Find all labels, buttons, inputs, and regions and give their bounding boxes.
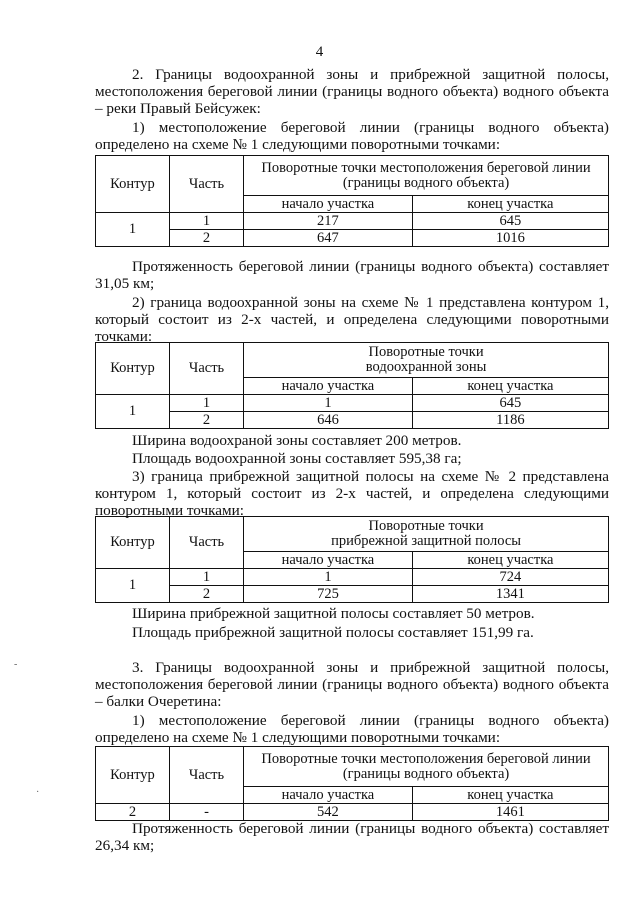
section-2-paragraph-5: Площадь водоохранной зоны составляет 595,38 га; <box>132 450 462 467</box>
cell-end: 645 <box>412 213 608 230</box>
table-row <box>96 412 609 429</box>
col-header-points: Поворотные точки прибрежной защитной полосы <box>244 517 609 552</box>
col-header-contour: Контур <box>96 517 170 569</box>
col-header-end: конец участка <box>412 378 608 395</box>
section-2-paragraph-2: Протяженность береговой линии (границы водного объекта) составляет 31,05 км; <box>95 258 609 292</box>
table-row <box>96 569 609 586</box>
cell-start: 217 <box>244 213 413 230</box>
cell-end: 1016 <box>412 230 608 247</box>
table-coastal-protection-strip <box>95 516 609 603</box>
cell-start: 646 <box>244 412 413 429</box>
section-2-paragraph-6: 3) граница прибрежной защитной полосы на схеме № 2 представлена контуром 1, который состоит из 2-х частей, и определена следующими поворотными точками: <box>95 468 609 519</box>
col-header-contour: Контур <box>96 747 170 804</box>
section-3-heading: 3. Границы водоохранной зоны и прибрежной защитной полосы, местоположения береговой линии (границы водного объекта) водного объекта – балки Очеретина: <box>95 659 609 710</box>
cell-end: 1341 <box>412 586 608 603</box>
section-2-paragraph-7: Ширина прибрежной защитной полосы составляет 50 метров. <box>132 605 535 622</box>
col-header-points: Поворотные точки местоположения береговой линии (границы водного объекта) <box>244 156 609 196</box>
table-row <box>96 230 609 247</box>
col-header-contour: Контур <box>96 156 170 213</box>
cell-start: 1 <box>244 395 413 412</box>
col-header-points: Поворотные точки местоположения береговой линии (границы водного объекта) <box>244 747 609 787</box>
col-header-points: Поворотные точки водоохранной зоны <box>244 343 609 378</box>
scan-mark: - <box>14 659 18 670</box>
table-shoreline-1 <box>95 155 609 247</box>
table-row <box>96 395 609 412</box>
col-header-part: Часть <box>169 156 243 213</box>
col-header-start: начало участка <box>244 787 413 804</box>
col-header-start: начало участка <box>244 552 413 569</box>
section-2-paragraph-4: Ширина водоохраной зоны составляет 200 метров. <box>132 432 462 449</box>
table-shoreline-2 <box>95 746 609 821</box>
cell-part: 2 <box>169 230 243 247</box>
cell-start: 647 <box>244 230 413 247</box>
page-number: 4 <box>315 44 324 60</box>
cell-end: 724 <box>412 569 608 586</box>
col-header-part: Часть <box>169 517 243 569</box>
cell-part: - <box>169 804 243 821</box>
table-water-protection-zone <box>95 342 609 429</box>
cell-start: 1 <box>244 569 413 586</box>
section-2-heading: 2. Границы водоохранной зоны и прибрежной защитной полосы, местоположения береговой линии (границы водного объекта) водного объекта – реки Правый Бейсужек: <box>95 66 609 117</box>
table-row <box>96 586 609 603</box>
cell-end: 1461 <box>412 804 608 821</box>
section-3-paragraph-2: Протяженность береговой линии (границы водного объекта) составляет 26,34 км; <box>95 820 609 854</box>
table-row <box>96 804 609 821</box>
cell-part: 2 <box>169 586 243 603</box>
cell-contour: 2 <box>96 804 170 821</box>
col-header-end: конец участка <box>412 552 608 569</box>
col-header-start: начало участка <box>244 196 413 213</box>
cell-part: 1 <box>169 395 243 412</box>
col-header-part: Часть <box>169 747 243 804</box>
col-header-end: конец участка <box>412 787 608 804</box>
section-2-paragraph-1: 1) местоположение береговой линии (границы водного объекта) определено на схеме № 1 следующими поворотными точками: <box>95 119 609 153</box>
table-row <box>96 213 609 230</box>
section-2-paragraph-8: Площадь прибрежной защитной полосы составляет 151,99 га. <box>132 624 534 641</box>
section-2-paragraph-3: 2) граница водоохранной зоны на схеме № 1 представлена контуром 1, который состоит из 2-х частей, и определена следующими поворотными точками: <box>95 294 609 345</box>
col-header-start: начало участка <box>244 378 413 395</box>
scan-mark: · <box>36 787 40 798</box>
cell-part: 1 <box>169 569 243 586</box>
cell-part: 1 <box>169 213 243 230</box>
cell-start: 542 <box>244 804 413 821</box>
col-header-part: Часть <box>169 343 243 395</box>
cell-end: 645 <box>412 395 608 412</box>
col-header-end: конец участка <box>412 196 608 213</box>
cell-start: 725 <box>244 586 413 603</box>
cell-contour: 1 <box>96 213 170 247</box>
cell-contour: 1 <box>96 569 170 603</box>
cell-end: 1186 <box>412 412 608 429</box>
cell-contour: 1 <box>96 395 170 429</box>
col-header-contour: Контур <box>96 343 170 395</box>
cell-part: 2 <box>169 412 243 429</box>
section-3-paragraph-1: 1) местоположение береговой линии (границы водного объекта) определено на схеме № 1 следующими поворотными точками: <box>95 712 609 746</box>
